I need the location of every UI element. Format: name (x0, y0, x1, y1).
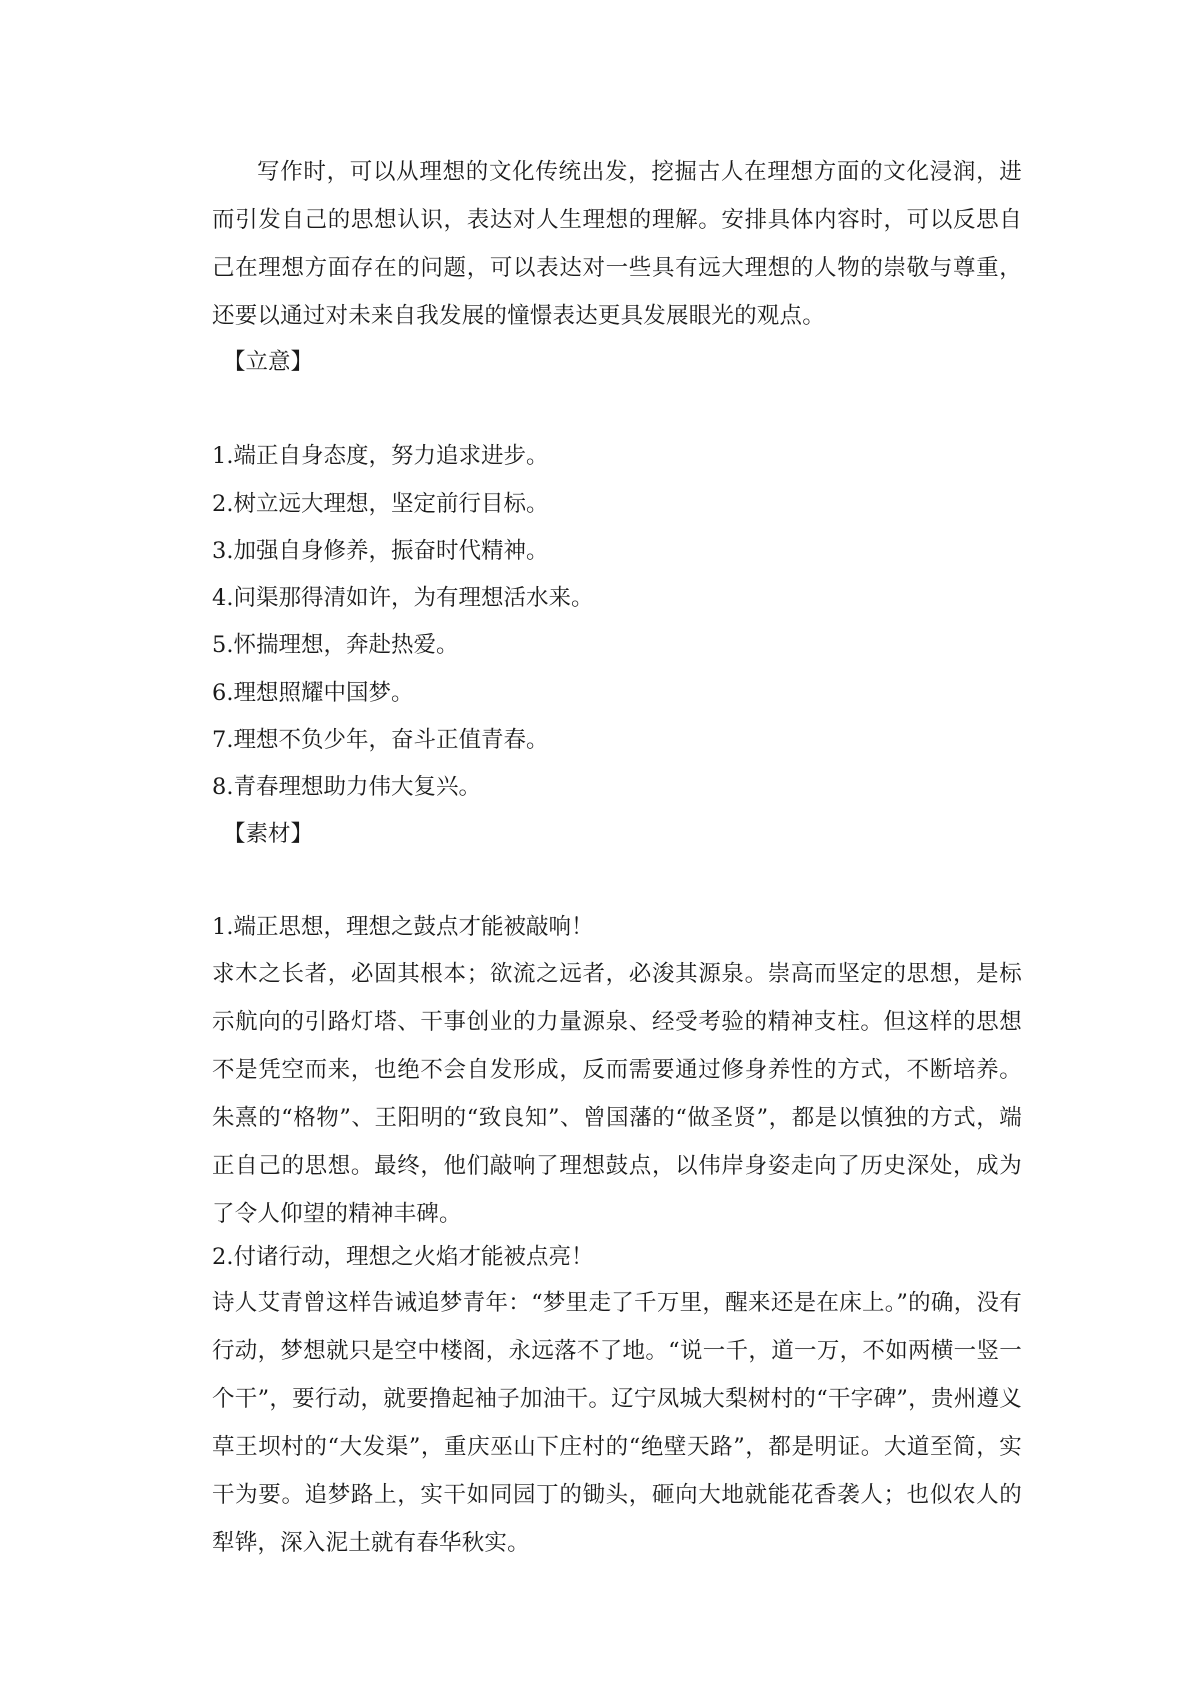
intro-paragraph: 写作时，可以从理想的文化传统出发，挖掘古人在理想方面的文化浸润，进而引发自己的思想认识，表达对人生理想的理解。安排具体内容时，可以反思自己在理想方面存在的问题，可以表达对一些具有远大理想的人物的崇敬与尊重，还要以通过对未来自我发展的憧憬表达更具发展眼光的观点。 (212, 159, 1022, 329)
liyi-item-6: 6.理想照耀中国梦。 (212, 680, 414, 706)
liyi-item-5: 5.怀揣理想，奔赴热爱。 (212, 632, 459, 658)
sucai-heading: 【素材】 (223, 821, 314, 847)
liyi-item-7: 7.理想不负少年，奋斗正值青春。 (212, 727, 549, 753)
liyi-item-1: 1.端正自身态度，努力追求进步。 (212, 443, 549, 469)
sucai-section-2-body: 诗人艾青曾这样告诫追梦青年：“梦里走了千万里，醒来还是在床上。”的确，没有行动，梦想就只是空中楼阁，永远落不了地。“说一千，道一万，不如两横一竖一个干”，要行动，就要撸起袖子加油干。辽宁凤城大梨树村的“干字碑”，贵州遵义草王坝村的“大发渠”，重庆巫山下庄村的“绝壁天路”，都是明证。大道至简，实干为要。追梦路上，实干如同园丁的锄头，砸向大地就能花香袭人；也似农人的犁铧，深入泥土就有春华秋实。 (212, 1290, 1022, 1556)
sucai-section-1-title: 1.端正思想，理想之鼓点才能被敲响！ (212, 914, 594, 940)
sucai-section-2-title: 2.付诸行动，理想之火焰才能被点亮！ (212, 1244, 594, 1270)
liyi-item-3: 3.加强自身修养，振奋时代精神。 (212, 538, 549, 564)
sucai-section-1-body: 求木之长者，必固其根本；欲流之远者，必浚其源泉。崇高而坚定的思想，是标示航向的引路灯塔、干事创业的力量源泉、经受考验的精神支柱。但这样的思想不是凭空而来，也绝不会自发形成，反而需要通过修身养性的方式，不断培养。朱熹的“格物”、王阳明的“致良知”、曾国藩的“做圣贤”，都是以慎独的方式，端正自己的思想。最终，他们敲响了理想鼓点，以伟岸身姿走向了历史深处，成为了令人仰望的精神丰碑。 (212, 961, 1022, 1227)
liyi-item-2: 2.树立远大理想，坚定前行目标。 (212, 491, 549, 517)
liyi-heading: 【立意】 (223, 349, 314, 375)
liyi-item-8: 8.青春理想助力伟大复兴。 (212, 774, 481, 800)
liyi-item-4: 4.问渠那得清如许，为有理想活水来。 (212, 585, 594, 611)
